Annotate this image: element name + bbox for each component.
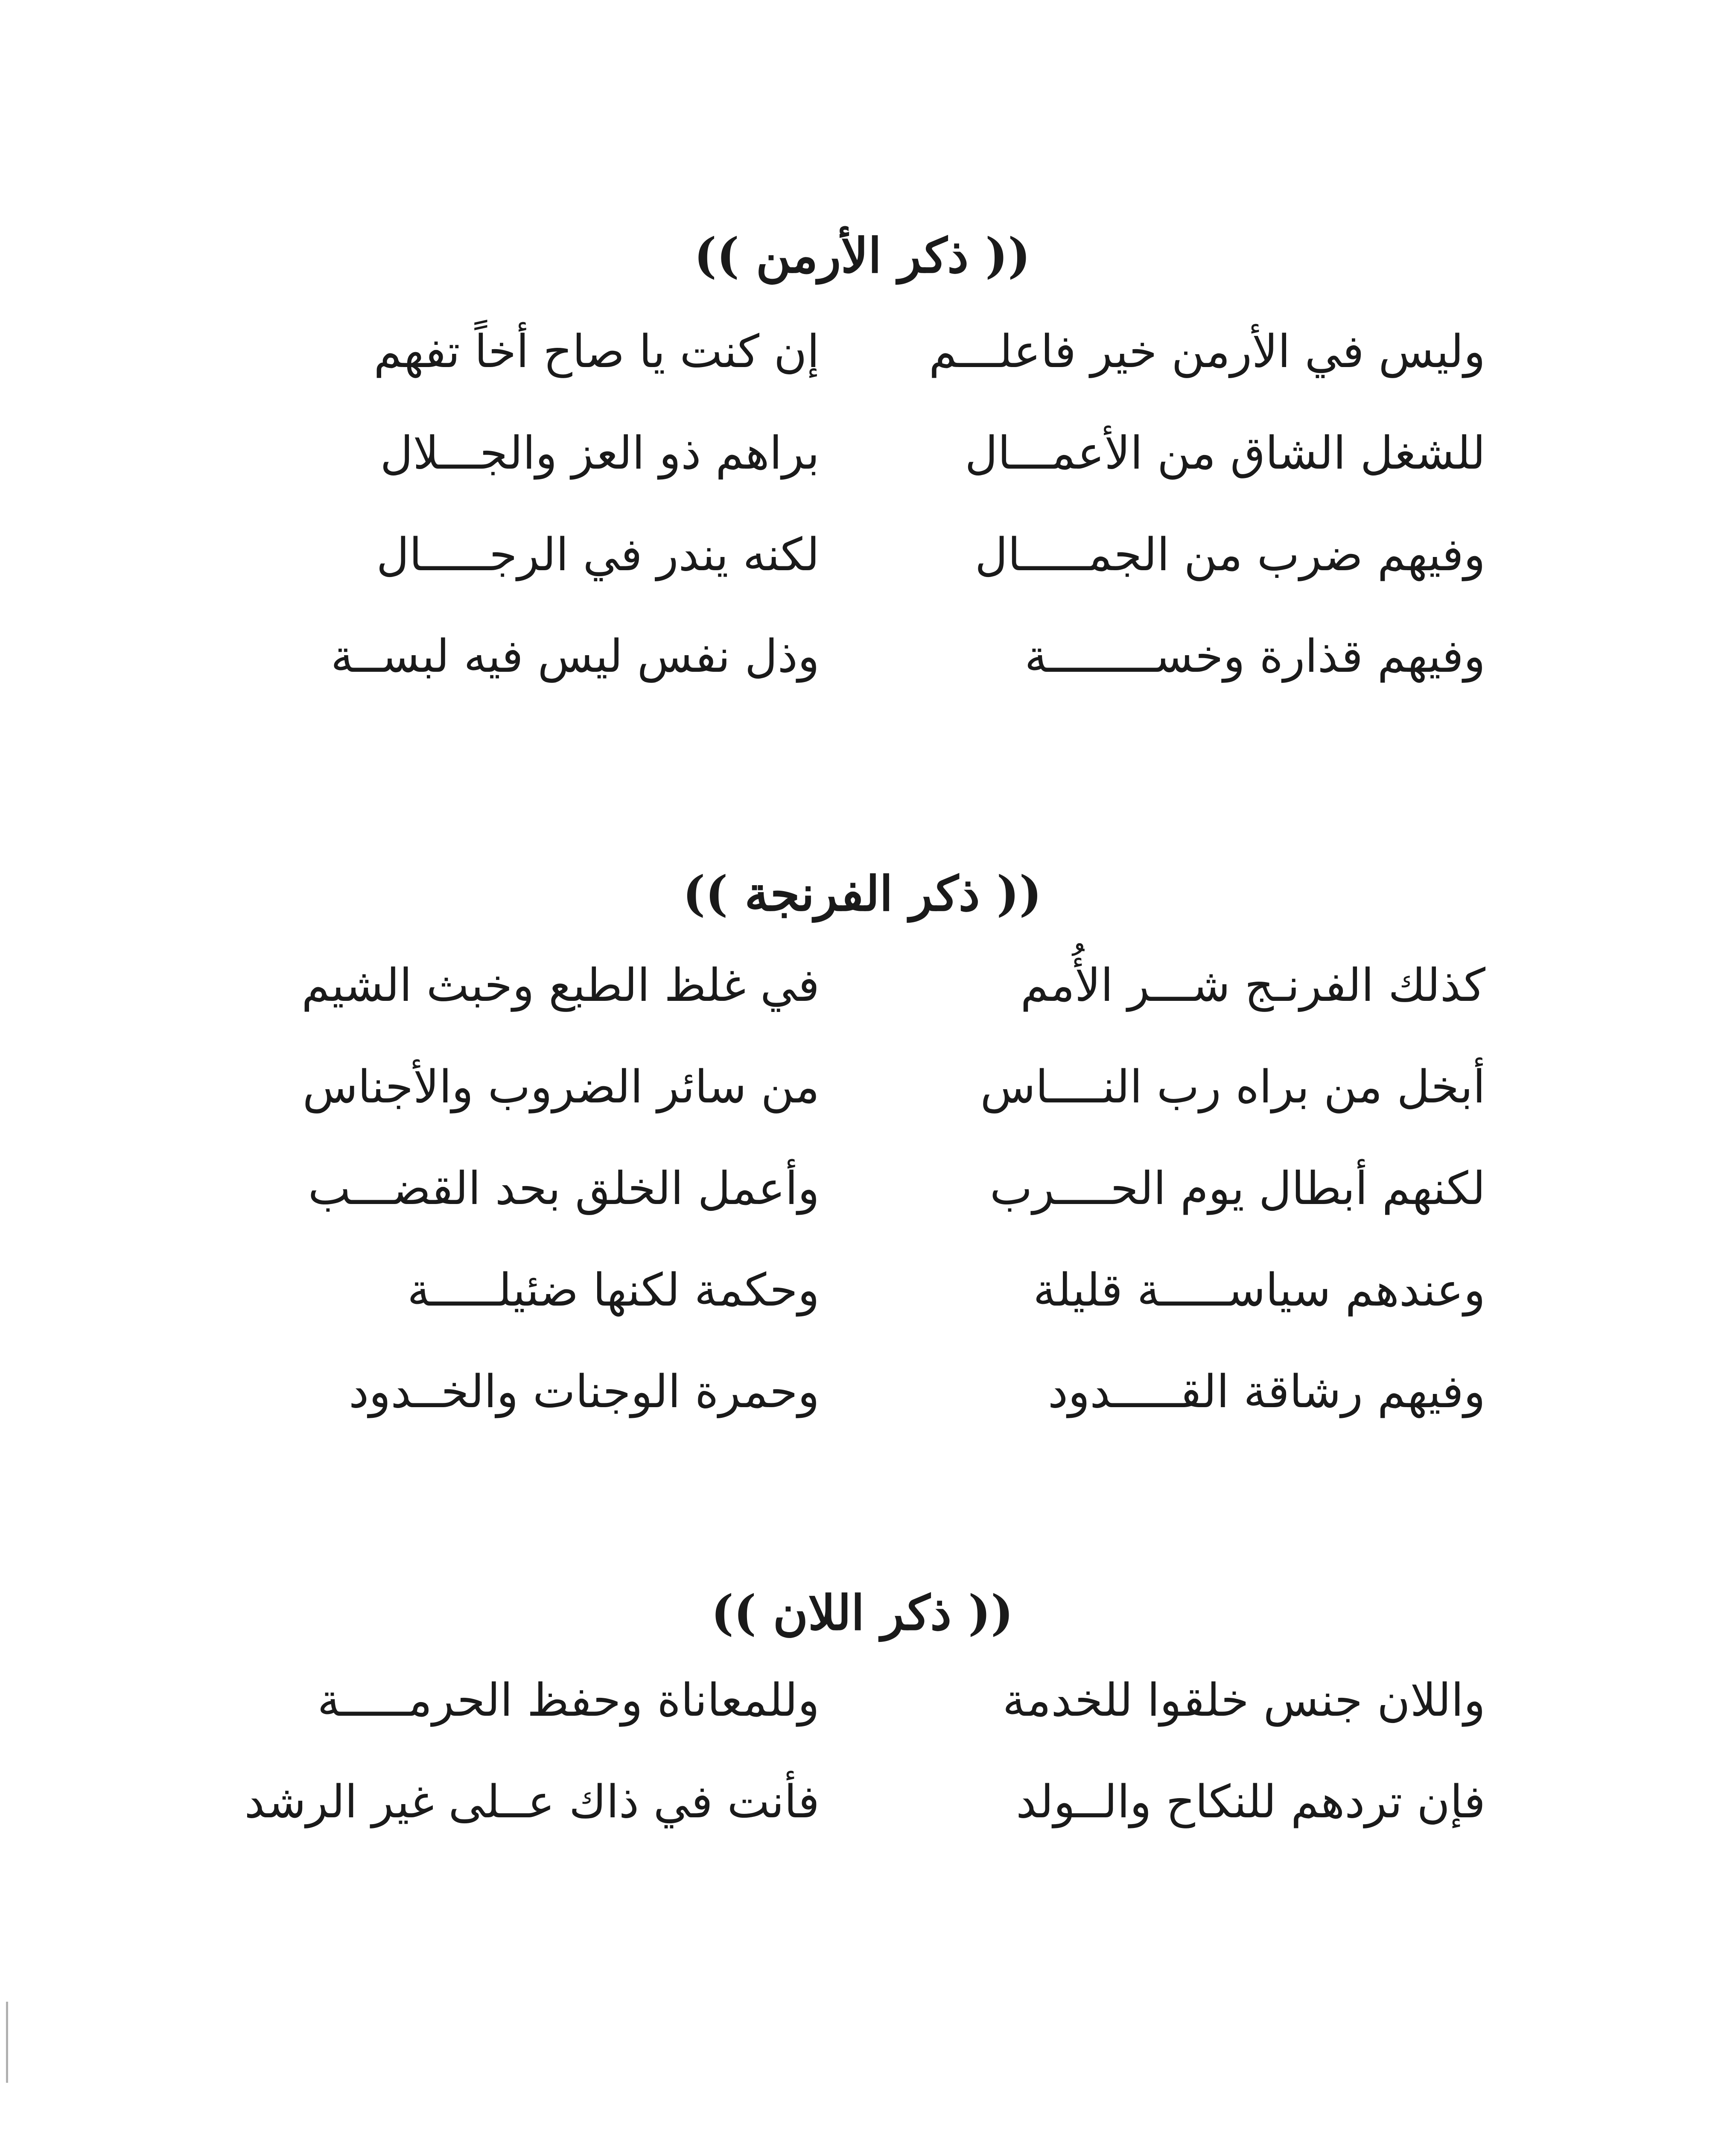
verse-second-hemistich: وحكمة لكنها ضئيلـــــة: [407, 1264, 820, 1316]
verse-first-hemistich: واللان جنس خلقوا للخدمة: [1002, 1674, 1485, 1726]
verse-line: [239, 1239, 1485, 1341]
verse-line: [239, 935, 1485, 1036]
verse-first-hemistich: للشغل الشاق من الأعمـــال: [965, 427, 1485, 479]
verse-first-hemistich: لكنهم أبطال يوم الحــــرب: [989, 1162, 1485, 1215]
verse-second-hemistich: فأنت في ذاك عــلى غير الرشد: [244, 1775, 820, 1828]
verse-first-hemistich: وفيهم رشاقة القـــــدود: [1047, 1365, 1485, 1418]
section-franks: [239, 862, 1485, 1443]
verse-second-hemistich: وذل نفس ليس فيه لبســة: [330, 630, 820, 682]
verse-second-hemistich: من سائر الضروب والأجناس: [302, 1061, 820, 1113]
verse-line: [239, 1138, 1485, 1239]
section-title: (( ذكر اللان )): [711, 1585, 1014, 1641]
verse-first-hemistich: كذلك الفرنـج شـــر الأُمم: [1020, 959, 1485, 1012]
verse-first-hemistich: وعندهم سياســـــة قليلة: [1033, 1264, 1485, 1316]
verse-first-hemistich: فإن تردهم للنكاح والــولد: [1016, 1775, 1485, 1828]
verse-second-hemistich: براهم ذو العز والجـــلال: [380, 427, 820, 479]
verse-line: [239, 504, 1485, 606]
scan-edge-mark: [6, 2002, 8, 2083]
section-alans: [239, 1581, 1485, 1853]
section-title: (( ذكر الأرمن )): [694, 228, 1031, 284]
verse-second-hemistich: في غلظ الطبع وخبث الشيم: [301, 959, 820, 1012]
verse-line: [239, 1650, 1485, 1751]
section-title: (( ذكر الفرنجة )): [683, 866, 1042, 922]
verse-first-hemistich: أبخل من براه رب النــــاس: [980, 1061, 1485, 1113]
verse-line: [239, 402, 1485, 504]
verse-second-hemistich: وأعمل الخلق بحد القضـــب: [308, 1162, 820, 1215]
verse-second-hemistich: وللمعاناة وحفظ الحرمـــــة: [317, 1674, 820, 1726]
verse-line: [239, 301, 1485, 402]
verse-first-hemistich: وفيهم ضرب من الجمـــــال: [974, 528, 1485, 581]
verse-first-hemistich: وفيهم قذارة وخســــــــة: [1024, 630, 1485, 682]
verse-line: [239, 1036, 1485, 1138]
verse-second-hemistich: إن كنت يا صاح أخاً تفهم: [373, 325, 820, 378]
verse-line: [239, 1751, 1485, 1853]
verse-second-hemistich: وحمرة الوجنات والخــدود: [348, 1365, 820, 1418]
verse-first-hemistich: وليس في الأرمن خير فاعلـــم: [929, 325, 1485, 378]
verse-line: [239, 1341, 1485, 1443]
verse-line: [239, 606, 1485, 707]
verse-second-hemistich: لكنه يندر في الرجـــــال: [376, 528, 820, 581]
section-armenians: [239, 224, 1485, 707]
